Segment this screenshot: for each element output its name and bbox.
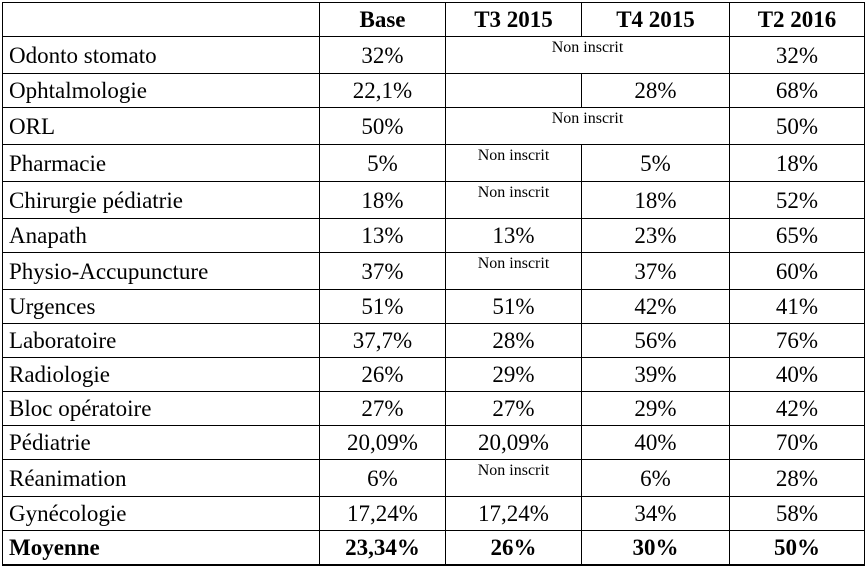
base-value: 51% xyxy=(320,290,446,324)
base-value: 5% xyxy=(320,145,446,182)
service-name: Urgences xyxy=(3,290,320,324)
table-row xyxy=(3,392,865,426)
base-value: 18% xyxy=(320,182,446,219)
base-value: 50% xyxy=(320,108,446,145)
total-t3-2015-value: 26% xyxy=(446,531,582,566)
base-value: 37,7% xyxy=(320,324,446,358)
t4-2015-value: 37% xyxy=(582,253,730,290)
t4-2015-value: 42% xyxy=(582,290,730,324)
service-name: Ophtalmologie xyxy=(3,74,320,108)
t3-2015-value: Non inscrit xyxy=(446,182,582,219)
table-row xyxy=(3,290,865,324)
service-name: Chirurgie pédiatrie xyxy=(3,182,320,219)
service-name: Radiologie xyxy=(3,358,320,392)
table-row xyxy=(3,324,865,358)
base-value: 20,09% xyxy=(320,426,446,460)
header-t4-2015: T4 2015 xyxy=(582,3,730,37)
t4-2015-value: 28% xyxy=(582,74,730,108)
base-value: 27% xyxy=(320,392,446,426)
service-name: Odonto stomato xyxy=(3,37,320,74)
t4-2015-value: 18% xyxy=(582,182,730,219)
base-value: 37% xyxy=(320,253,446,290)
table-row xyxy=(3,37,865,74)
header-t2-2016: T2 2016 xyxy=(730,3,865,37)
table-row xyxy=(3,253,865,290)
t3-2015-value: 51% xyxy=(446,290,582,324)
t2-2016-value: 28% xyxy=(730,460,865,497)
t4-2015-value: 5% xyxy=(582,145,730,182)
table-row xyxy=(3,74,865,108)
t4-2015-value: 6% xyxy=(582,460,730,497)
t2-2016-value: 76% xyxy=(730,324,865,358)
t4-2015-value: 56% xyxy=(582,324,730,358)
table-row xyxy=(3,182,865,219)
table-row xyxy=(3,426,865,460)
base-value: 26% xyxy=(320,358,446,392)
t2-2016-value: 60% xyxy=(730,253,865,290)
base-value: 13% xyxy=(320,219,446,253)
t2-2016-value: 68% xyxy=(730,74,865,108)
t4-2015-value: 29% xyxy=(582,392,730,426)
results-table xyxy=(2,2,865,566)
service-name: Réanimation xyxy=(3,460,320,497)
total-t2-2016-value: 50% xyxy=(730,531,865,566)
table-row xyxy=(3,108,865,145)
t3-2015-value: 20,09% xyxy=(446,426,582,460)
base-value: 17,24% xyxy=(320,497,446,531)
header-base: Base xyxy=(320,3,446,37)
t2-2016-value: 52% xyxy=(730,182,865,219)
service-name: Physio-Accupuncture xyxy=(3,253,320,290)
t2-2016-value: 32% xyxy=(730,37,865,74)
table-row xyxy=(3,358,865,392)
base-value: 32% xyxy=(320,37,446,74)
base-value: 6% xyxy=(320,460,446,497)
service-name: Pharmacie xyxy=(3,145,320,182)
total-label: Moyenne xyxy=(3,531,320,566)
table-row xyxy=(3,219,865,253)
total-t4-2015-value: 30% xyxy=(582,531,730,566)
t2-2016-value: 50% xyxy=(730,108,865,145)
t3-2015-value: 29% xyxy=(446,358,582,392)
t3-2015-value: 28% xyxy=(446,324,582,358)
table-row xyxy=(3,460,865,497)
t3-2015-value: 17,24% xyxy=(446,497,582,531)
service-name: Bloc opératoire xyxy=(3,392,320,426)
total-row xyxy=(3,531,865,566)
t3-2015-value: Non inscrit xyxy=(446,145,582,182)
t2-2016-value: 41% xyxy=(730,290,865,324)
table-row xyxy=(3,497,865,531)
t4-2015-value: 23% xyxy=(582,219,730,253)
t2-2016-value: 42% xyxy=(730,392,865,426)
t3-2015-value: Non inscrit xyxy=(446,460,582,497)
total-base-value: 23,34% xyxy=(320,531,446,566)
header-service xyxy=(3,3,320,37)
table-row xyxy=(3,145,865,182)
base-value: 22,1% xyxy=(320,74,446,108)
service-name: Gynécologie xyxy=(3,497,320,531)
t4-2015-value: 39% xyxy=(582,358,730,392)
merged-t3-t4-value: Non inscrit xyxy=(446,37,730,74)
service-name: Anapath xyxy=(3,219,320,253)
t4-2015-value: 40% xyxy=(582,426,730,460)
t3-2015-value xyxy=(446,74,582,108)
t2-2016-value: 58% xyxy=(730,497,865,531)
service-name: ORL xyxy=(3,108,320,145)
t2-2016-value: 18% xyxy=(730,145,865,182)
t2-2016-value: 65% xyxy=(730,219,865,253)
t4-2015-value: 34% xyxy=(582,497,730,531)
t2-2016-value: 70% xyxy=(730,426,865,460)
t2-2016-value: 40% xyxy=(730,358,865,392)
merged-t3-t4-value: Non inscrit xyxy=(446,108,730,145)
header-t3-2015: T3 2015 xyxy=(446,3,582,37)
service-name: Pédiatrie xyxy=(3,426,320,460)
service-name: Laboratoire xyxy=(3,324,320,358)
t3-2015-value: Non inscrit xyxy=(446,253,582,290)
t3-2015-value: 27% xyxy=(446,392,582,426)
t3-2015-value: 13% xyxy=(446,219,582,253)
header-row xyxy=(3,3,865,37)
